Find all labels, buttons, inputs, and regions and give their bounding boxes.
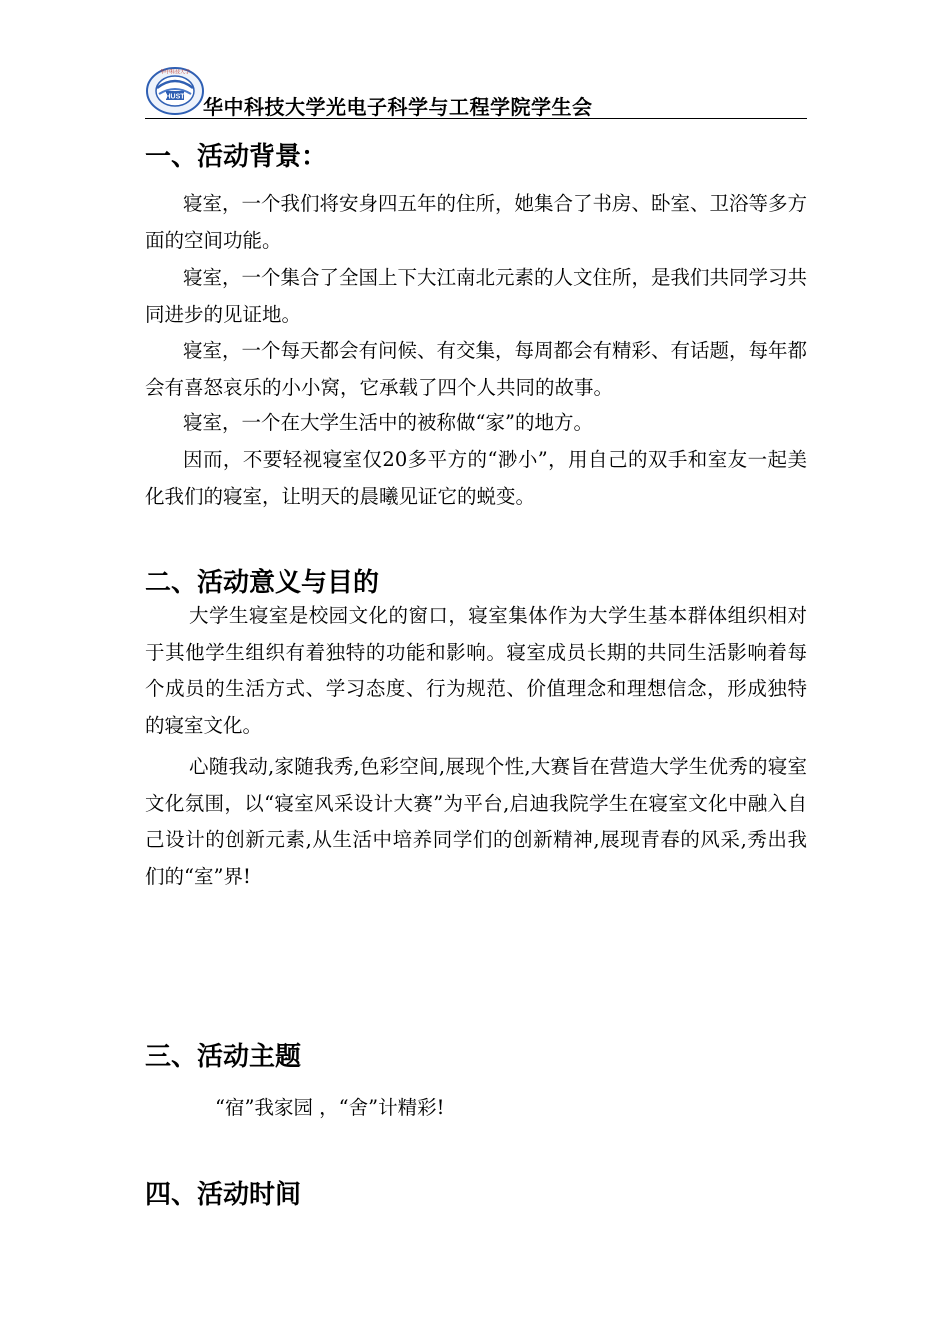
paragraph: 因而，不要轻视寝室仅20多平方的“渺小”，用自己的双手和室友一起美化我们的寝室，让明天的晨曦见证它的蜕变。 (145, 448, 807, 508)
paragraph: 寝室，一个集合了全国上下大江南北元素的人文住所，是我们共同学习共同进步的见证地。 (145, 266, 808, 326)
svg-text:HUST: HUST (165, 93, 185, 101)
paragraph: 寝室，一个在大学生活中的被称做“家”的地方。 (183, 411, 593, 434)
paragraph: 心随我动,家随我秀,色彩空间,展现个性,大赛旨在营造大学生优秀的寝室文化氛围，以“寝室风采设计大赛”为平台,启迪我院学生在寝室文化中融入自己设计的创新元素,从生活中培养同学们的创新精神,展现青春的风采,秀出我们的“室”界! (145, 755, 807, 888)
paragraph: 寝室，一个每天都会有问候、有交集，每周都会有精彩、有话题，每年都会有喜怒哀乐的小小窝，它承载了四个人共同的故事。 (145, 339, 808, 399)
org-name: 华中科技大学光电子科学与工程学院学生会 (203, 95, 593, 119)
university-logo-icon (145, 66, 205, 116)
paragraph: 大学生寝室是校园文化的窗口，寝室集体作为大学生基本群体组织相对于其他学生组织有着独特的功能和影响。寝室成员长期的共同生活影响着每个成员的生活方式、学习态度、行为规范、价值理念和理想信念，形成独特的寝室文化。 (145, 604, 807, 737)
section-heading-theme: 三、活动主题 (145, 1042, 302, 1072)
logo-text: 华中科技大学 (159, 69, 191, 76)
page-header (145, 62, 807, 119)
theme-slogan: “宿”我家园 ，“舍”计精彩! (215, 1096, 445, 1119)
section-heading-time: 四、活动时间 (145, 1180, 302, 1210)
section-heading-purpose: 二、活动意义与目的 (145, 568, 380, 598)
section-heading-background: 一、活动背景： (145, 142, 328, 172)
paragraph: 寝室，一个我们将安身四五年的住所，她集合了书房、卧室、卫浴等多方面的空间功能。 (145, 192, 808, 252)
